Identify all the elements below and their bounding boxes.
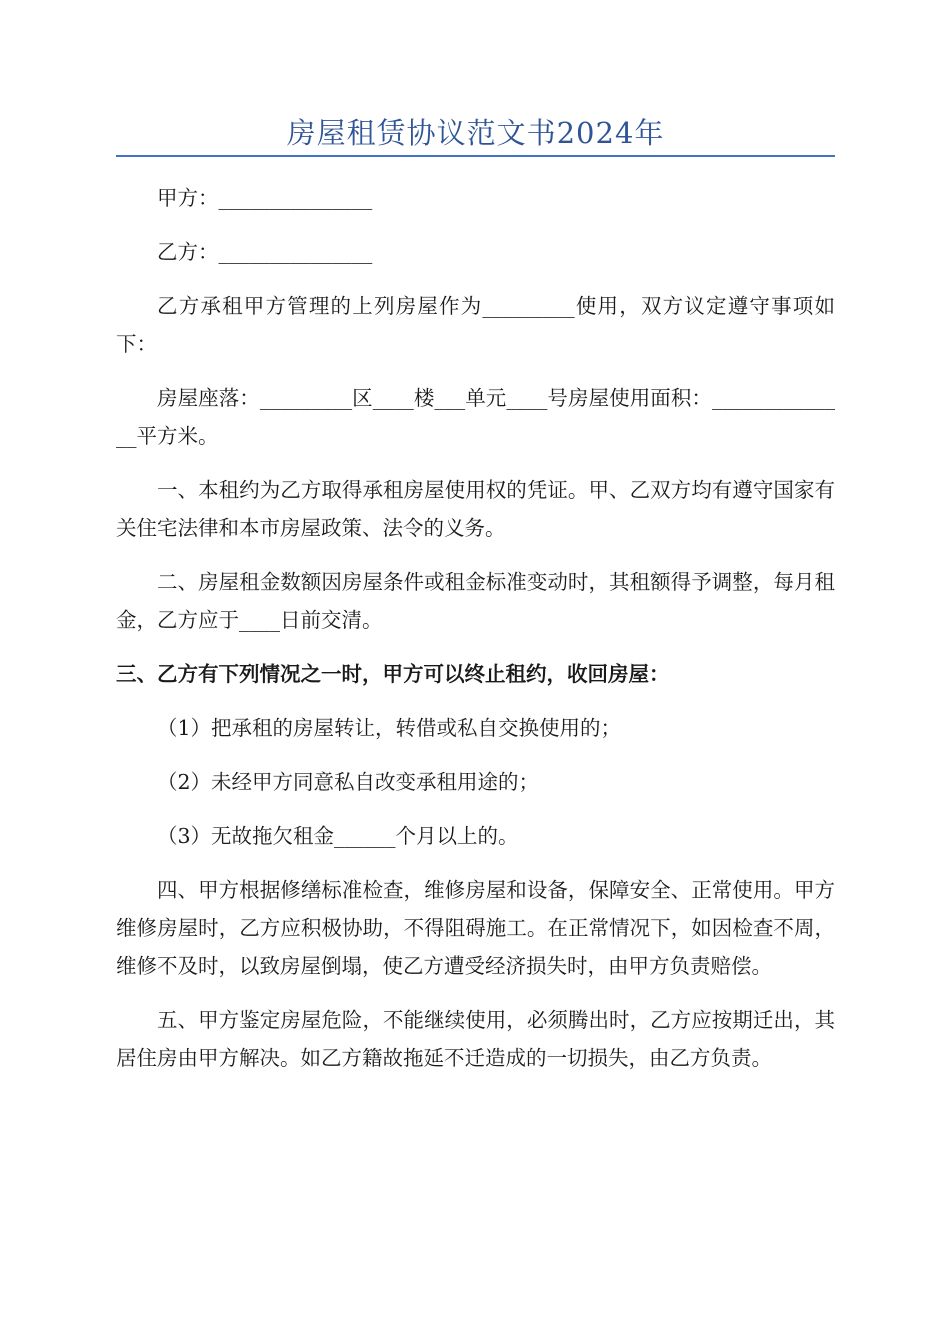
clause-3-heading: 三、乙方有下列情况之一时，甲方可以终止租约，收回房屋： bbox=[116, 662, 670, 686]
document-body bbox=[116, 179, 835, 1077]
clause-5: 五、甲方鉴定房屋危险，不能继续使用，必须腾出时，乙方应按期迁出，其居住房由甲方解决。如乙方籍故拖延不迁造成的一切损失，由乙方负责。 bbox=[116, 1008, 835, 1070]
clause-1: 一、本租约为乙方取得承租房屋使用权的凭证。甲、乙双方均有遵守国家有关住宅法律和本市房屋政策、法令的义务。 bbox=[116, 478, 835, 540]
clause-3-item-3: （3）无故拖欠租金______个月以上的。 bbox=[157, 824, 519, 848]
clause-2: 二、房屋租金数额因房屋条件或租金标准变动时，其租额得予调整，每月租金，乙方应于____日前交清。 bbox=[116, 570, 835, 632]
intro-paragraph: 乙方承租甲方管理的上列房屋作为_________使用，双方议定遵守事项如下： bbox=[116, 294, 835, 356]
clause-3-item-2: （2）未经甲方同意私自改变承租用途的； bbox=[157, 770, 540, 794]
title-underline bbox=[116, 155, 835, 157]
clause-4: 四、甲方根据修缮标准检查，维修房屋和设备，保障安全、正常使用。甲方维修房屋时，乙方应积极协助，不得阻碍施工。在正常情况下，如因检查不周，维修不及时，以致房屋倒塌，使乙方遭受经济损失时，由甲方负责赔偿。 bbox=[116, 878, 835, 978]
property-location-paragraph: 房屋座落：_________区____楼___单元____号房屋使用面积：______________平方米。 bbox=[116, 386, 835, 448]
party-b-line: 乙方：_______________ bbox=[157, 240, 373, 264]
party-a-line: 甲方：_______________ bbox=[157, 186, 373, 210]
clause-3-item-1: （1）把承租的房屋转让，转借或私自交换使用的； bbox=[157, 716, 622, 740]
document-title: 房屋租赁协议范文书2024年 bbox=[286, 116, 665, 150]
document-page bbox=[116, 0, 835, 1093]
